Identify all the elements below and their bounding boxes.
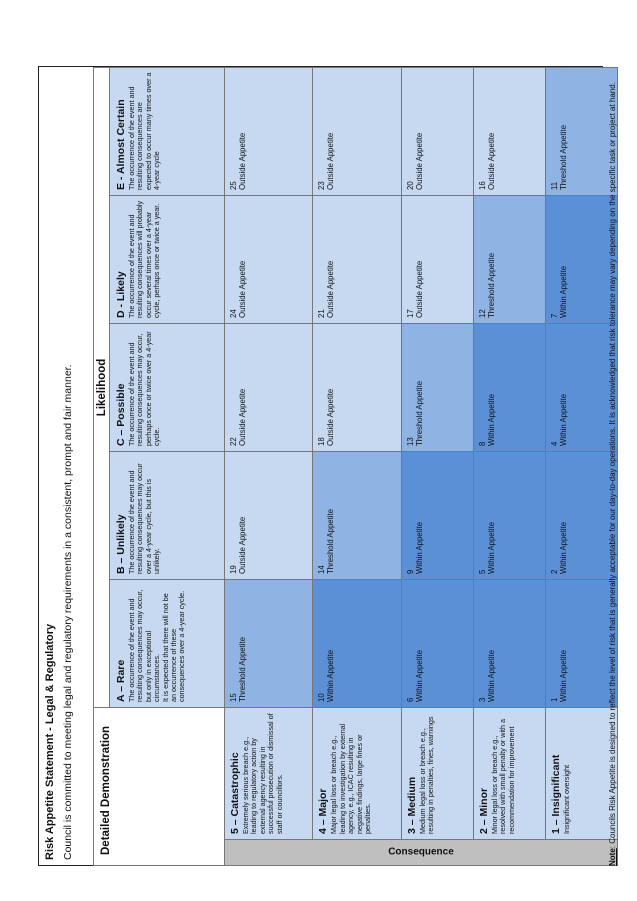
cell-score: 14 — [317, 565, 327, 574]
cell-score: 15 — [229, 693, 238, 702]
likelihood-level-e — [110, 67, 225, 195]
likelihood-level-desc: The occurrence of the event and resulting consequences may occur, perhaps once or twice over a 4-year cycle. — [127, 331, 162, 446]
cell-score: 25 — [229, 181, 238, 190]
likelihood-level-desc: The occurrence of the event and resulting consequences may occur over a 4-year cycle, but this is unlikely. — [127, 463, 162, 574]
cell-rating: Within Appetite — [486, 393, 496, 446]
consequence-row-1 — [545, 67, 617, 865]
risk-appetite-sheet — [38, 66, 617, 866]
cell-rating: Outside Appetite — [414, 132, 424, 190]
cell-rating: Threshold Appetite — [238, 636, 247, 702]
likelihood-level-label: C – Possible — [115, 383, 127, 446]
matrix-cell — [225, 579, 313, 707]
cell-rating: Outside Appetite — [326, 132, 336, 190]
matrix-cell — [473, 323, 545, 451]
cell-score: 20 — [405, 181, 415, 190]
matrix-cell — [313, 451, 401, 579]
cell-rating: Threshold Appetite — [558, 124, 568, 190]
cell-rating: Within Appetite — [486, 521, 496, 574]
consequence-level-4 — [313, 707, 401, 839]
consequence-level-desc: Minor legal loss or breach e.g., resolved with small penalty or with a recommendation for improvement — [489, 718, 516, 834]
likelihood-level-label: B – Unlikely — [115, 514, 127, 574]
consequence-level-label: 2 – Minor — [477, 787, 490, 834]
cell-rating: Outside Appetite — [238, 132, 247, 190]
matrix-cell — [545, 451, 617, 579]
consequence-level-label: 5 – Catastrophic — [229, 752, 241, 834]
cell-score: 5 — [477, 569, 487, 574]
cell-score: 21 — [317, 309, 327, 318]
title-block — [38, 68, 94, 866]
consequence-row-4 — [313, 67, 401, 865]
cell-rating: Outside Appetite — [326, 388, 336, 446]
likelihood-level-label: A – Rare — [115, 659, 127, 702]
matrix-cell — [545, 195, 617, 323]
consequence-level-label: 3 – Medium — [405, 776, 418, 834]
matrix-cell — [313, 579, 401, 707]
consequence-level-desc: Insignificant oversight — [561, 764, 571, 834]
cell-score: 16 — [477, 181, 487, 190]
cell-score: 3 — [477, 697, 487, 702]
cell-score: 12 — [477, 309, 487, 318]
matrix-cell — [473, 451, 545, 579]
matrix-cell — [401, 323, 473, 451]
consequence-level-desc: Major legal loss or breach e.g., leading to investigation by external agency, e.g., ICAC resulting in negative findings, large fines or penalties. — [329, 723, 373, 834]
consequence-level-label: 4 – Major — [317, 788, 330, 834]
likelihood-level-c — [110, 323, 225, 451]
risk-matrix-table — [93, 67, 618, 866]
matrix-cell — [401, 451, 473, 579]
matrix-cell — [401, 67, 473, 195]
cell-rating: Threshold Appetite — [414, 380, 424, 446]
consequence-band — [225, 840, 618, 866]
matrix-cell — [545, 323, 617, 451]
cell-rating: Within Appetite — [558, 521, 568, 574]
matrix-cell — [473, 195, 545, 323]
page-title: Risk Appetite Statement - Legal & Regulatory — [44, 623, 56, 860]
consequence-row-5 — [225, 67, 313, 865]
cell-rating: Within Appetite — [486, 649, 496, 702]
cell-rating: Within Appetite — [414, 649, 424, 702]
matrix-cell — [545, 579, 617, 707]
cell-score: 2 — [549, 569, 559, 574]
cell-score: 18 — [317, 437, 327, 446]
matrix-cell — [313, 323, 401, 451]
likelihood-level-label: D - Likely — [115, 271, 127, 318]
likelihood-level-desc: The occurrence of the event and resulting consequences will probably occur several times over a 4-year cycle, perhaps once or twice a year. — [127, 200, 162, 318]
consequence-label: Consequence — [388, 846, 454, 858]
matrix-cell — [225, 195, 313, 323]
cell-rating: Outside Appetite — [238, 260, 247, 318]
matrix-cell — [225, 451, 313, 579]
consequence-row-2 — [473, 67, 545, 865]
cell-rating: Outside Appetite — [486, 132, 496, 190]
likelihood-level-desc: The occurrence of the event and resulting consequences may occur, but only in exceptional circumstances. It is expected that there will not be an occurrence of these consequences over a 4-year cycle. — [127, 589, 187, 702]
cell-score: 24 — [229, 309, 238, 318]
detailed-demonstration-header: Detailed Demonstration — [94, 707, 225, 865]
likelihood-level-b — [110, 451, 225, 579]
cell-rating: Within Appetite — [558, 265, 568, 318]
cell-score: 4 — [549, 441, 559, 446]
matrix-cell — [313, 67, 401, 195]
consequence-level-3 — [401, 707, 473, 839]
page-subtitle: Council is committed to meeting legal and regulatory requirements in a consistent, prompt and fair manner. — [62, 364, 74, 860]
likelihood-level-d — [110, 195, 225, 323]
cell-score: 13 — [405, 437, 415, 446]
cell-rating: Within Appetite — [326, 649, 336, 702]
cell-score: 23 — [317, 181, 327, 190]
consequence-level-5 — [225, 707, 313, 839]
cell-score: 11 — [549, 181, 559, 190]
matrix-cell — [225, 323, 313, 451]
cell-score: 7 — [549, 313, 559, 318]
cell-score: 6 — [405, 697, 415, 702]
consequence-level-desc: Medium legal loss or breach e.g., resulting in penalties, fines, warnings — [417, 716, 436, 834]
cell-rating: Outside Appetite — [238, 388, 247, 446]
footnote — [608, 66, 618, 866]
cell-score: 10 — [317, 693, 327, 702]
matrix-cell — [401, 195, 473, 323]
consequence-level-2 — [473, 707, 545, 839]
likelihood-level-a — [110, 579, 225, 707]
likelihood-level-label: E - Almost Certain — [115, 99, 127, 190]
cell-rating: Threshold Appetite — [486, 252, 496, 318]
consequence-level-desc: Extremely serious breach e.g., leading to regulatory action by external agency resulting in successful prosecution or dismissal of staff or councillors. — [241, 713, 284, 834]
consequence-level-label: 1 – Insignificant — [549, 754, 562, 834]
cell-rating: Within Appetite — [558, 393, 568, 446]
cell-score: 1 — [549, 697, 559, 702]
likelihood-level-desc: The occurrence of the event and resulting consequences are expected to occur many times over a 4-year cycle — [127, 72, 162, 190]
note-label: Note — [608, 848, 617, 866]
note-text: : Councils Risk Appetite is designed to reflect the level of risk that is generally acceptable for our day-to-day operations. It is acknowledged that risk tolerance may vary depending on the specific task or project at hand. — [608, 82, 617, 849]
matrix-cell — [401, 579, 473, 707]
cell-rating: Within Appetite — [558, 649, 568, 702]
matrix-cell — [473, 579, 545, 707]
cell-score: 19 — [229, 565, 238, 574]
matrix-cell — [545, 67, 617, 195]
matrix-cell — [473, 67, 545, 195]
consequence-row-3 — [401, 67, 473, 865]
matrix-cell — [225, 67, 313, 195]
cell-rating: Threshold Appetite — [326, 508, 336, 574]
cell-rating: Outside Appetite — [238, 516, 247, 574]
cell-rating: Outside Appetite — [326, 260, 336, 318]
cell-score: 8 — [477, 441, 487, 446]
cell-rating: Within Appetite — [414, 521, 424, 574]
cell-rating: Outside Appetite — [414, 260, 424, 318]
cell-score: 9 — [405, 569, 415, 574]
likelihood-header: Likelihood — [94, 67, 110, 707]
consequence-level-1 — [545, 707, 617, 839]
cell-score: 17 — [405, 309, 415, 318]
cell-score: 22 — [229, 437, 238, 446]
matrix-cell — [313, 195, 401, 323]
